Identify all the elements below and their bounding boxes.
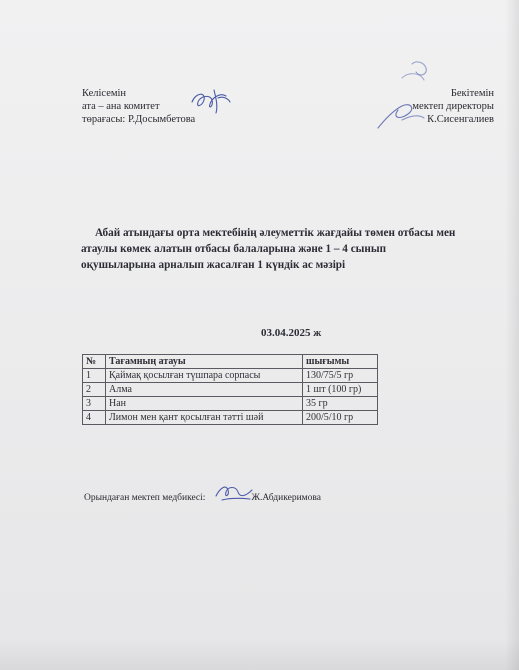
table-header-row <box>83 355 378 369</box>
row-number: 2 <box>83 383 106 397</box>
header-dish: Тағамның атауы <box>106 355 303 369</box>
header-yield: шығымы <box>303 355 378 369</box>
row-dish: Алма <box>106 383 303 397</box>
agreement-label: Келісемін <box>82 88 127 99</box>
row-number: 1 <box>83 369 106 383</box>
agreement-block <box>82 87 195 126</box>
row-yield: 200/5/10 гр <box>303 411 378 425</box>
page-shadow <box>505 0 519 670</box>
footer-role: Орындаған мектеп медбикесі: <box>84 493 206 503</box>
title-line-1: Абай атындағы орта мектебінің әлеуметтік жағдайы төмен отбасы мен <box>95 227 456 239</box>
document-title <box>81 225 481 273</box>
table-row <box>83 369 378 383</box>
footer-name: Ж.Абдикеримова <box>251 493 321 503</box>
row-dish: Лимон мен қант қосылған тәтті шәй <box>106 411 303 425</box>
menu-table <box>82 354 378 425</box>
row-yield: 130/75/5 гр <box>303 369 378 383</box>
director-signature <box>372 58 452 136</box>
row-number: 3 <box>83 397 106 411</box>
row-dish: Нан <box>106 397 303 411</box>
table-row <box>83 397 378 411</box>
table-row <box>83 383 378 397</box>
footer-signoff <box>84 492 321 505</box>
document-date: 03.04.2025 ж <box>261 327 322 339</box>
approval-label: Бекітемін <box>450 88 494 99</box>
row-yield: 1 шт (100 гр) <box>303 383 378 397</box>
agreement-committee: ата – ана комитет <box>82 101 160 112</box>
row-yield: 35 гр <box>303 397 378 411</box>
page-shadow-bottom <box>0 640 519 670</box>
title-line-3: оқушыларына арналып жасалған 1 күндік ас мәзірі <box>81 259 346 271</box>
approval-director: мектеп директоры <box>412 101 494 112</box>
header-number: № <box>83 355 106 369</box>
agreement-chair: төрағасы: Р.Досымбетова <box>82 114 196 125</box>
row-dish: Қаймақ қосылған түшпара сорпасы <box>106 369 303 383</box>
title-line-2: атаулы көмек алатын отбасы балаларына және 1 – 4 сынып <box>81 243 387 255</box>
approval-name: К.Сисенгалиев <box>427 114 494 125</box>
row-number: 4 <box>83 411 106 425</box>
nurse-signature <box>212 478 256 504</box>
table-row <box>83 411 378 425</box>
committee-signature <box>188 86 234 116</box>
